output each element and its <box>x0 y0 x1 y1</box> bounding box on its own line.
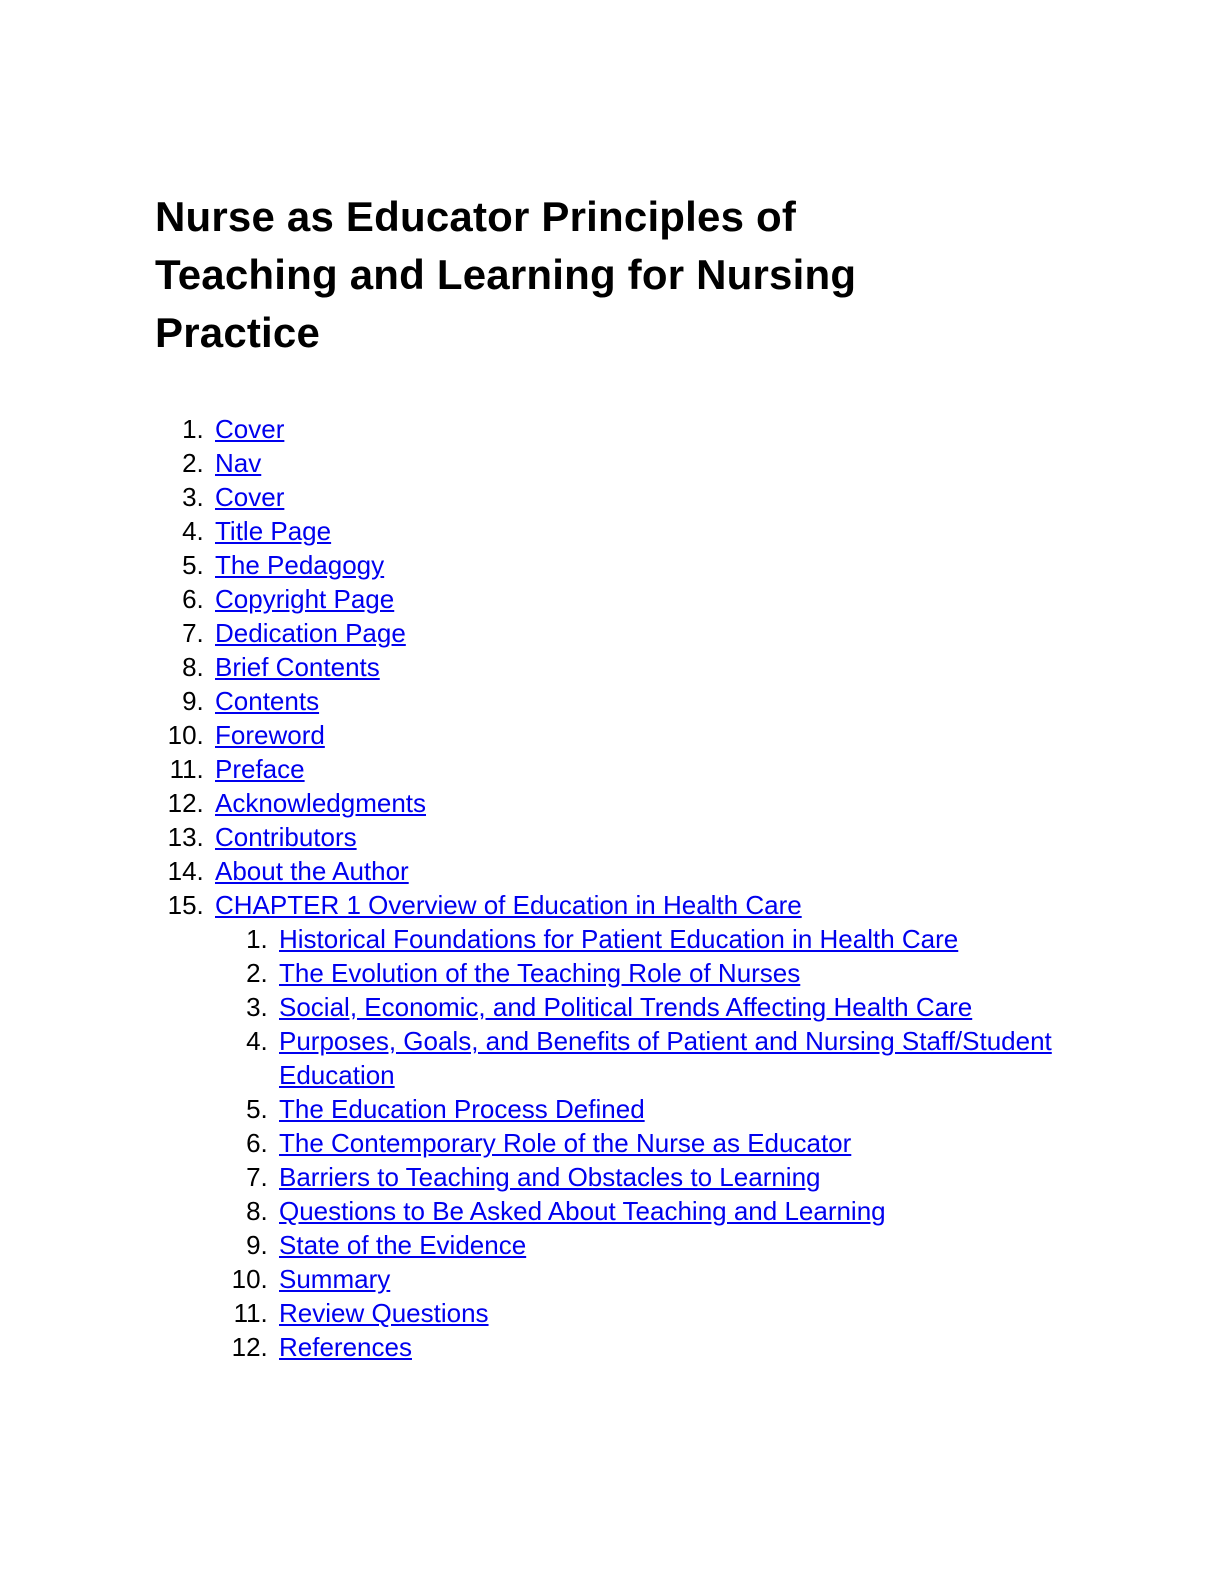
toc-link[interactable]: The Pedagogy <box>215 550 385 580</box>
toc-item <box>211 514 1104 548</box>
toc-link[interactable]: Summary <box>279 1264 391 1294</box>
toc-link[interactable]: Questions to Be Asked About Teaching and Learning <box>279 1196 886 1226</box>
toc-link[interactable]: Contributors <box>215 822 357 852</box>
toc-subitem <box>275 1160 1104 1194</box>
toc-subitem <box>275 1092 1104 1126</box>
toc-link[interactable]: Purposes, Goals, and Benefits of Patient and Nursing Staff/Student Education <box>279 1026 1052 1090</box>
toc-link[interactable]: Title Page <box>215 516 332 546</box>
toc-item <box>211 412 1104 446</box>
toc-link[interactable]: Dedication Page <box>215 618 406 648</box>
toc-link[interactable]: Foreword <box>215 720 325 750</box>
toc-subitem <box>275 1296 1104 1330</box>
page-title <box>155 188 1104 362</box>
toc-link[interactable]: Cover <box>215 482 285 512</box>
toc-subitem <box>275 1126 1104 1160</box>
toc-subitem <box>275 990 1104 1024</box>
toc-link[interactable]: The Contemporary Role of the Nurse as Educator <box>279 1128 852 1158</box>
toc-link[interactable]: The Education Process Defined <box>279 1094 645 1124</box>
toc-link[interactable]: Brief Contents <box>215 652 380 682</box>
toc-link[interactable]: The Evolution of the Teaching Role of Nurses <box>279 958 801 988</box>
toc-subitem <box>275 922 1104 956</box>
toc-link[interactable]: Cover <box>215 414 285 444</box>
toc-link[interactable]: CHAPTER 1 Overview of Education in Health Care <box>215 890 802 920</box>
toc-link[interactable]: References <box>279 1332 412 1362</box>
toc-item <box>211 616 1104 650</box>
toc-item <box>211 718 1104 752</box>
table-of-contents <box>155 412 1104 1364</box>
toc-item <box>211 650 1104 684</box>
toc-link[interactable]: Barriers to Teaching and Obstacles to Learning <box>279 1162 821 1192</box>
toc-link[interactable]: Acknowledgments <box>215 788 426 818</box>
toc-subitem <box>275 1194 1104 1228</box>
toc-sublist <box>215 922 1104 1364</box>
page-title-line: Nurse as Educator Principles of <box>155 193 797 240</box>
toc-link[interactable]: Social, Economic, and Political Trends Affecting Health Care <box>279 992 973 1022</box>
toc-item <box>211 582 1104 616</box>
toc-item <box>211 548 1104 582</box>
toc-item <box>211 446 1104 480</box>
toc-item <box>211 480 1104 514</box>
toc-subitem <box>275 1330 1104 1364</box>
toc-subitem <box>275 956 1104 990</box>
toc-link[interactable]: Nav <box>215 448 262 478</box>
toc-link[interactable]: State of the Evidence <box>279 1230 527 1260</box>
toc-item <box>211 684 1104 718</box>
toc-link[interactable]: About the Author <box>215 856 409 886</box>
toc-item <box>211 854 1104 888</box>
toc-subitem <box>275 1262 1104 1296</box>
toc-subitem <box>275 1228 1104 1262</box>
toc-link[interactable]: Historical Foundations for Patient Education in Health Care <box>279 924 959 954</box>
toc-item <box>211 888 1104 1364</box>
toc-link[interactable]: Preface <box>215 754 305 784</box>
page-title-line: Practice <box>155 309 321 356</box>
toc-link[interactable]: Copyright Page <box>215 584 395 614</box>
page-title-line: Teaching and Learning for Nursing <box>155 251 857 298</box>
toc-link[interactable]: Review Questions <box>279 1298 489 1328</box>
toc-item <box>211 786 1104 820</box>
toc-item <box>211 752 1104 786</box>
toc-link[interactable]: Contents <box>215 686 320 716</box>
toc-subitem <box>275 1024 1104 1092</box>
toc-item <box>211 820 1104 854</box>
